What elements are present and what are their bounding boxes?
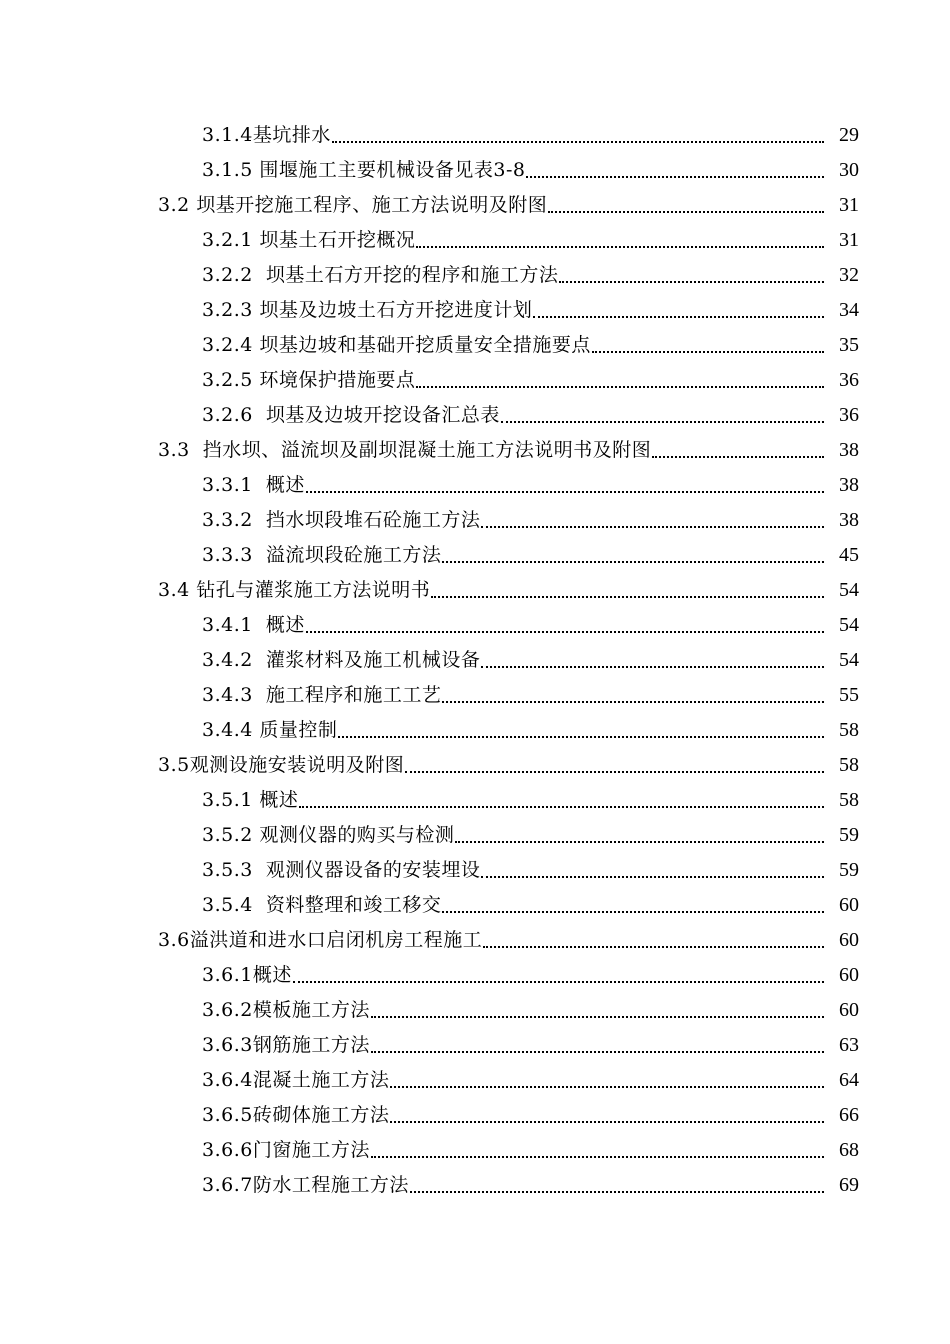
toc-dot-leader xyxy=(431,595,824,598)
toc-entry-label: 3.6.3钢筋施工方法 xyxy=(202,1034,370,1056)
toc-page-number: 31 xyxy=(839,229,859,251)
toc-page-number: 38 xyxy=(839,509,859,531)
toc-dot-leader xyxy=(390,1120,824,1123)
toc-section-entry[interactable] xyxy=(0,433,950,468)
toc-subsection-entry[interactable] xyxy=(0,1168,950,1203)
toc-entry-label: 3.6.6门窗施工方法 xyxy=(202,1139,370,1161)
toc-section-entry[interactable] xyxy=(0,923,950,958)
toc-dot-leader xyxy=(306,630,824,633)
toc-dot-leader xyxy=(371,1015,824,1018)
toc-entry-label: 3.4.2 灌浆材料及施工机械设备 xyxy=(202,649,481,671)
toc-entry-label: 3.3 挡水坝、溢流坝及副坝混凝土施工方法说明书及附图 xyxy=(158,439,652,461)
toc-dot-leader xyxy=(652,455,824,458)
toc-page-number: 38 xyxy=(839,439,859,461)
toc-page-number: 55 xyxy=(839,684,859,706)
toc-subsection-entry[interactable] xyxy=(0,818,950,853)
toc-subsection-entry[interactable] xyxy=(0,363,950,398)
toc-subsection-entry[interactable] xyxy=(0,608,950,643)
toc-entry-label: 3.6溢洪道和进水口启闭机房工程施工 xyxy=(158,929,483,951)
toc-page-number: 60 xyxy=(839,894,859,916)
toc-subsection-entry[interactable] xyxy=(0,993,950,1028)
toc-entry-label: 3.4.3 施工程序和施工工艺 xyxy=(202,684,442,706)
toc-page-number: 59 xyxy=(839,859,859,881)
toc-page-number: 68 xyxy=(839,1139,859,1161)
toc-entry-label: 3.5.1 概述 xyxy=(202,789,299,811)
toc-subsection-entry[interactable] xyxy=(0,1098,950,1133)
toc-page-number: 58 xyxy=(839,754,859,776)
toc-dot-leader xyxy=(559,280,824,283)
toc-page-number: 30 xyxy=(839,159,859,181)
toc-dot-leader xyxy=(526,175,824,178)
toc-dot-leader xyxy=(306,490,824,493)
toc-page-number: 66 xyxy=(839,1104,859,1126)
toc-subsection-entry[interactable] xyxy=(0,223,950,258)
toc-dot-leader xyxy=(442,700,824,703)
toc-dot-leader xyxy=(548,210,824,213)
toc-dot-leader xyxy=(371,1155,824,1158)
toc-entry-label: 3.2.1 坝基土石开挖概况 xyxy=(202,229,416,251)
toc-page-number: 58 xyxy=(839,789,859,811)
toc-page-number: 54 xyxy=(839,579,859,601)
toc-page-number: 60 xyxy=(839,929,859,951)
toc-page-number: 54 xyxy=(839,649,859,671)
toc-dot-leader xyxy=(390,1085,824,1088)
toc-subsection-entry[interactable] xyxy=(0,468,950,503)
toc-entry-label: 3.2.2 坝基土石方开挖的程序和施工方法 xyxy=(202,264,559,286)
toc-dot-leader xyxy=(481,665,824,668)
toc-entry-label: 3.6.1概述 xyxy=(202,964,292,986)
toc-subsection-entry[interactable] xyxy=(0,713,950,748)
toc-page-number: 31 xyxy=(839,194,859,216)
toc-entry-label: 3.5.3 观测仪器设备的安装埋设 xyxy=(202,859,481,881)
toc-dot-leader xyxy=(332,140,824,143)
toc-dot-leader xyxy=(410,1190,824,1193)
toc-page-number: 63 xyxy=(839,1034,859,1056)
toc-subsection-entry[interactable] xyxy=(0,958,950,993)
toc-dot-leader xyxy=(299,805,824,808)
toc-page-number: 58 xyxy=(839,719,859,741)
toc-entry-label: 3.2.3 坝基及边坡土石方开挖进度计划 xyxy=(202,299,533,321)
toc-dot-leader xyxy=(483,945,824,948)
toc-page-number: 69 xyxy=(839,1174,859,1196)
toc-dot-leader xyxy=(405,770,824,773)
toc-entry-label: 3.6.2模板施工方法 xyxy=(202,999,370,1021)
toc-subsection-entry[interactable] xyxy=(0,258,950,293)
toc-dot-leader xyxy=(442,560,824,563)
toc-dot-leader xyxy=(481,525,824,528)
toc-entry-label: 3.6.5砖砌体施工方法 xyxy=(202,1104,390,1126)
toc-dot-leader xyxy=(416,385,824,388)
toc-subsection-entry[interactable] xyxy=(0,503,950,538)
toc-page-number: 36 xyxy=(839,369,859,391)
toc-subsection-entry[interactable] xyxy=(0,538,950,573)
toc-subsection-entry[interactable] xyxy=(0,853,950,888)
toc-entry-label: 3.4.4 质量控制 xyxy=(202,719,338,741)
toc-entry-label: 3.5.4 资料整理和竣工移交 xyxy=(202,894,442,916)
toc-subsection-entry[interactable] xyxy=(0,678,950,713)
toc-dot-leader xyxy=(416,245,824,248)
toc-entry-label: 3.4.1 概述 xyxy=(202,614,305,636)
toc-subsection-entry[interactable] xyxy=(0,398,950,433)
toc-subsection-entry[interactable] xyxy=(0,293,950,328)
toc-entry-label: 3.5观测设施安装说明及附图 xyxy=(158,754,405,776)
toc-page-number: 29 xyxy=(839,124,859,146)
toc-subsection-entry[interactable] xyxy=(0,888,950,923)
toc-entry-label: 3.2.5 环境保护措施要点 xyxy=(202,369,416,391)
toc-dot-leader xyxy=(293,980,824,983)
toc-subsection-entry[interactable] xyxy=(0,1028,950,1063)
toc-dot-leader xyxy=(533,315,824,318)
toc-entry-label: 3.6.7防水工程施工方法 xyxy=(202,1174,409,1196)
toc-dot-leader xyxy=(455,840,824,843)
toc-page-number: 60 xyxy=(839,999,859,1021)
toc-entry-label: 3.2.6 坝基及边坡开挖设备汇总表 xyxy=(202,404,500,426)
toc-entry-label: 3.2.4 坝基边坡和基础开挖质量安全措施要点 xyxy=(202,334,591,356)
toc-entry-label: 3.1.5 围堰施工主要机械设备见表3-8 xyxy=(202,159,526,181)
table-of-contents xyxy=(0,118,950,1203)
toc-entry-label: 3.3.2 挡水坝段堆石砼施工方法 xyxy=(202,509,481,531)
toc-page-number: 34 xyxy=(839,299,859,321)
toc-entry-label: 3.2 坝基开挖施工程序、施工方法说明及附图 xyxy=(158,194,548,216)
toc-page-number: 60 xyxy=(839,964,859,986)
toc-subsection-entry[interactable] xyxy=(0,643,950,678)
toc-subsection-entry[interactable] xyxy=(0,153,950,188)
toc-page-number: 36 xyxy=(839,404,859,426)
toc-page-number: 59 xyxy=(839,824,859,846)
toc-page-number: 38 xyxy=(839,474,859,496)
toc-entry-label: 3.5.2 观测仪器的购买与检测 xyxy=(202,824,455,846)
toc-entry-label: 3.1.4基坑排水 xyxy=(202,124,331,146)
toc-section-entry[interactable] xyxy=(0,573,950,608)
toc-dot-leader xyxy=(371,1050,824,1053)
toc-entry-label: 3.3.1 概述 xyxy=(202,474,305,496)
toc-page-number: 32 xyxy=(839,264,859,286)
toc-entry-label: 3.6.4混凝土施工方法 xyxy=(202,1069,390,1091)
toc-page-number: 35 xyxy=(839,334,859,356)
toc-dot-leader xyxy=(592,350,824,353)
toc-page-number: 54 xyxy=(839,614,859,636)
toc-subsection-entry[interactable] xyxy=(0,118,950,153)
toc-section-entry[interactable] xyxy=(0,748,950,783)
toc-section-entry[interactable] xyxy=(0,188,950,223)
toc-page-number: 64 xyxy=(839,1069,859,1091)
toc-subsection-entry[interactable] xyxy=(0,1133,950,1168)
toc-subsection-entry[interactable] xyxy=(0,783,950,818)
toc-entry-label: 3.4 钻孔与灌浆施工方法说明书 xyxy=(158,579,431,601)
toc-entry-label: 3.3.3 溢流坝段砼施工方法 xyxy=(202,544,442,566)
toc-dot-leader xyxy=(338,735,824,738)
toc-dot-leader xyxy=(501,420,824,423)
toc-page-number: 45 xyxy=(839,544,859,566)
toc-subsection-entry[interactable] xyxy=(0,1063,950,1098)
toc-subsection-entry[interactable] xyxy=(0,328,950,363)
toc-dot-leader xyxy=(481,875,824,878)
toc-dot-leader xyxy=(442,910,824,913)
